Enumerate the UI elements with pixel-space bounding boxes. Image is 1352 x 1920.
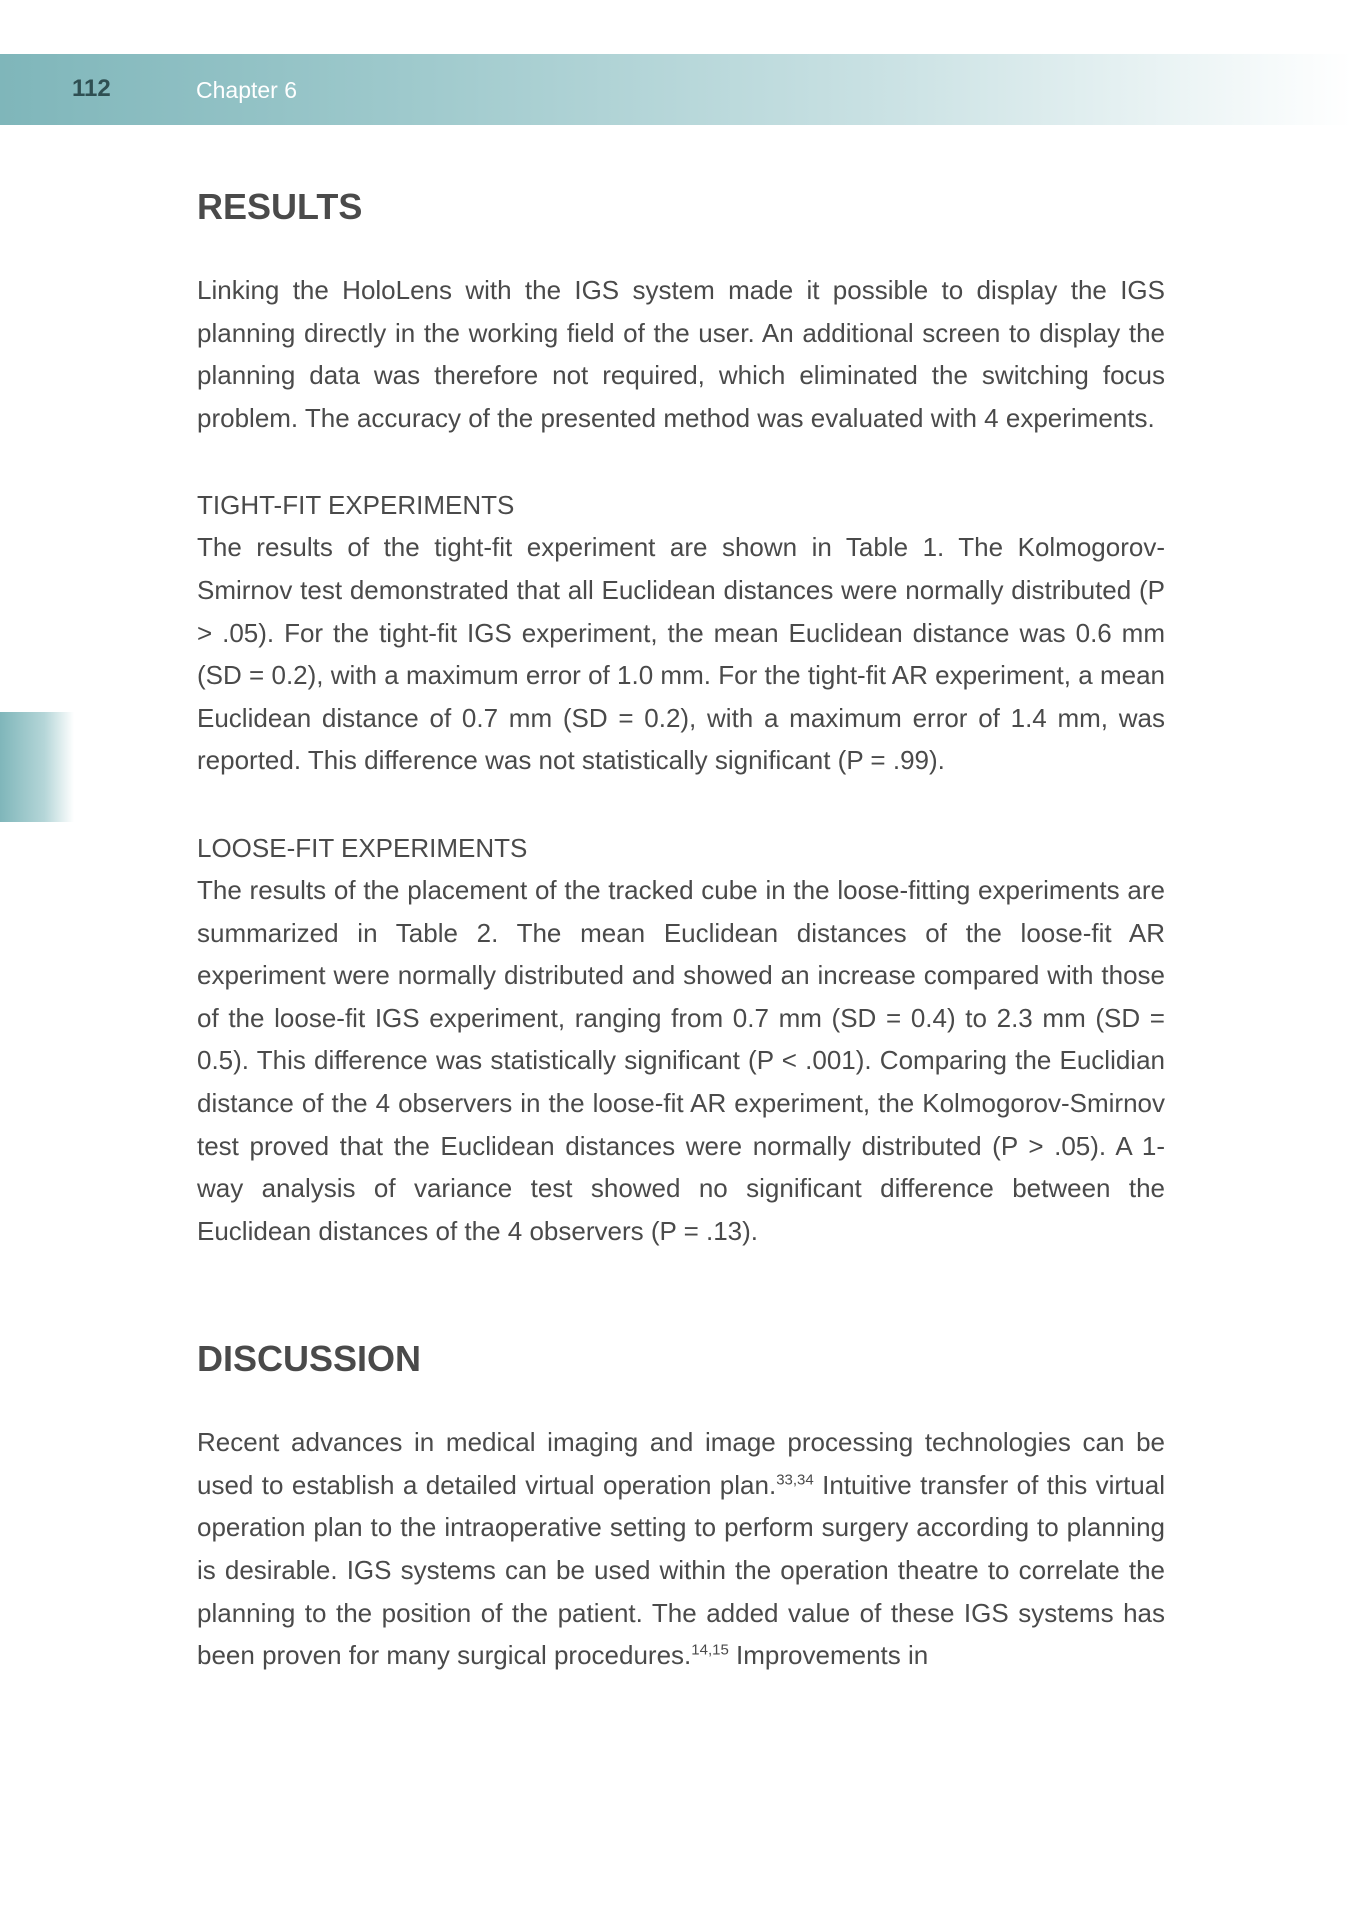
citation-33-34: 33,34 [776, 1471, 814, 1489]
results-intro-paragraph: Linking the HoloLens with the IGS system made it possible to display the IGS planning directly in the working field of the user. An additional screen to display the planning data was therefore not required, which eliminated the switching focus problem. The accuracy of the presented method was evaluated with 4 experiments. [197, 275, 1165, 433]
loose-fit-paragraph: The results of the placement of the tracked cube in the loose-fitting experiments are summarized in Table 2. The mean Euclidean distances of the loose-fit AR experiment were normally distributed and showed an increase compared with those of the loose-fit IGS experiment, ranging from 0.7 mm (SD = 0.4) to 2.3 mm (SD = 0.5). This difference was statistically significant (P < .001). Comparing the Euclidian distance of the 4 observers in the loose-fit AR experiment, the Kolmogorov-Smirnov test proved that the Euclidean distances were normally distributed (P > .05). A 1-way analysis of variance test showed no significant difference between the Euclidean distances of the 4 observers (P = .13). [197, 874, 1165, 1246]
discussion-paragraph [197, 1421, 1165, 1677]
tight-fit-subheading: TIGHT-FIT EXPERIMENTS [197, 490, 515, 521]
chapter-side-tab [0, 712, 74, 822]
tight-fit-paragraph: The results of the tight-fit experiment are shown in Table 1. The Kolmogorov-Smirnov test demonstrated that all Euclidean distances were normally distributed (P > .05). For the tight-fit IGS experiment, the mean Euclidean distance was 0.6 mm (SD = 0.2), with a maximum error of 1.0 mm. For the tight-fit AR experiment, a mean Euclidean distance of 0.7 mm (SD = 0.2), with a maximum error of 1.4 mm, was reported. This difference was not statistically significant (P = .99). [197, 532, 1165, 776]
discussion-text-1: Recent advances in medical imaging and image processing technologies can be used to establish a detailed virtual operation plan. [197, 1427, 1165, 1500]
chapter-running-head: Chapter 6 [196, 77, 298, 103]
discussion-text-3: Improvements in [728, 1640, 929, 1671]
page-number: 112 [72, 75, 111, 102]
loose-fit-subheading: LOOSE-FIT EXPERIMENTS [197, 832, 528, 863]
discussion-text-2: Intuitive transfer of this virtual operation plan to the intraoperative setting to perform surgery according to planning is desirable. IGS systems can be used within the operation theatre to correlate the planning to the position of the patient. The added value of these IGS systems has been proven for many surgical procedures. [197, 1469, 1165, 1671]
citation-14-15: 14,15 [691, 1641, 729, 1659]
discussion-heading: DISCUSSION [197, 1338, 422, 1380]
results-heading: RESULTS [197, 186, 363, 227]
page-body [197, 185, 1165, 1677]
